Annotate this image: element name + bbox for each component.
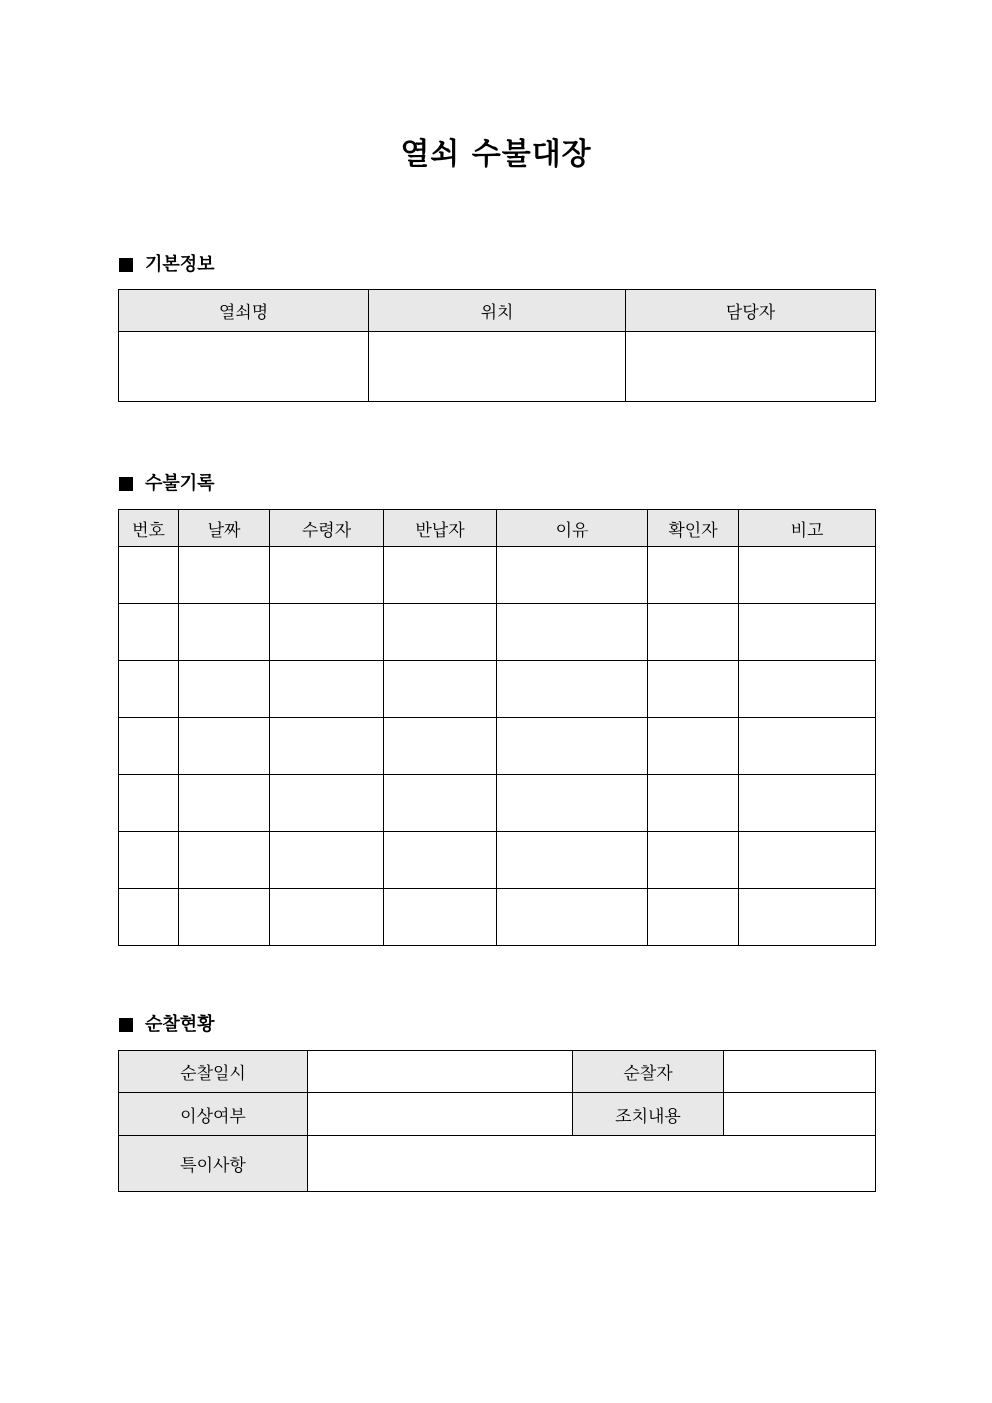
record-cell[interactable] [179, 889, 270, 946]
patrol-row-datetime [119, 1051, 876, 1093]
record-row [119, 889, 876, 946]
column-header-key-name: 열쇠명 [119, 290, 369, 332]
section-heading-label: 순찰현황 [145, 1014, 215, 1035]
record-row [119, 547, 876, 604]
record-row [119, 718, 876, 775]
basic-info-table [118, 289, 876, 402]
column-header-returner: 반납자 [384, 510, 497, 547]
record-cell[interactable] [270, 604, 384, 661]
section-heading-label: 수불기록 [145, 473, 215, 494]
record-cell[interactable] [497, 832, 648, 889]
abnormality-field[interactable] [308, 1093, 573, 1136]
records-header-row [119, 510, 876, 547]
patrol-table [118, 1050, 876, 1192]
record-cell[interactable] [739, 547, 876, 604]
record-cell[interactable] [648, 775, 739, 832]
record-row [119, 832, 876, 889]
column-header-verifier: 확인자 [648, 510, 739, 547]
column-header-receiver: 수령자 [270, 510, 384, 547]
record-cell[interactable] [648, 547, 739, 604]
column-header-note: 비고 [739, 510, 876, 547]
record-cell[interactable] [270, 661, 384, 718]
patrol-datetime-label: 순찰일시 [119, 1051, 308, 1093]
record-cell[interactable] [119, 604, 179, 661]
record-cell[interactable] [497, 547, 648, 604]
record-cell[interactable] [119, 889, 179, 946]
record-cell[interactable] [270, 775, 384, 832]
column-header-date: 날짜 [179, 510, 270, 547]
record-cell[interactable] [384, 604, 497, 661]
square-bullet-icon [119, 258, 133, 272]
patroller-label: 순찰자 [573, 1051, 724, 1093]
key-name-field[interactable] [119, 332, 369, 402]
record-cell[interactable] [648, 661, 739, 718]
record-cell[interactable] [648, 889, 739, 946]
record-row [119, 775, 876, 832]
record-cell[interactable] [384, 718, 497, 775]
square-bullet-icon [119, 1018, 133, 1032]
patrol-row-remarks [119, 1136, 876, 1192]
record-cell[interactable] [270, 832, 384, 889]
column-header-location: 위치 [369, 290, 626, 332]
manager-field[interactable] [626, 332, 876, 402]
remarks-label: 특이사항 [119, 1136, 308, 1192]
abnormality-label: 이상여부 [119, 1093, 308, 1136]
record-cell[interactable] [179, 661, 270, 718]
record-cell[interactable] [179, 832, 270, 889]
record-cell[interactable] [384, 889, 497, 946]
section-heading-basic-info [119, 253, 215, 277]
patrol-row-abnormality [119, 1093, 876, 1136]
record-cell[interactable] [497, 661, 648, 718]
record-cell[interactable] [119, 718, 179, 775]
location-field[interactable] [369, 332, 626, 402]
record-cell[interactable] [497, 718, 648, 775]
record-cell[interactable] [497, 604, 648, 661]
record-cell[interactable] [179, 604, 270, 661]
section-heading-label: 기본정보 [145, 254, 215, 275]
record-cell[interactable] [739, 718, 876, 775]
remarks-field[interactable] [308, 1136, 876, 1192]
basic-info-input-row [119, 332, 876, 402]
basic-info-header-row [119, 290, 876, 332]
record-cell[interactable] [384, 547, 497, 604]
record-cell[interactable] [739, 832, 876, 889]
record-cell[interactable] [119, 547, 179, 604]
patrol-datetime-field[interactable] [308, 1051, 573, 1093]
column-header-reason: 이유 [497, 510, 648, 547]
action-taken-label: 조치내용 [573, 1093, 724, 1136]
record-cell[interactable] [270, 889, 384, 946]
record-cell[interactable] [739, 604, 876, 661]
record-cell[interactable] [384, 832, 497, 889]
page-title: 열쇠 수불대장 [400, 137, 592, 172]
section-heading-patrol [119, 1013, 215, 1037]
patroller-field[interactable] [724, 1051, 876, 1093]
action-taken-field[interactable] [724, 1093, 876, 1136]
column-header-manager: 담당자 [626, 290, 876, 332]
record-cell[interactable] [648, 718, 739, 775]
section-heading-records [119, 472, 215, 496]
record-cell[interactable] [384, 775, 497, 832]
record-cell[interactable] [497, 775, 648, 832]
records-table [118, 509, 876, 946]
record-cell[interactable] [119, 775, 179, 832]
record-cell[interactable] [648, 604, 739, 661]
record-cell[interactable] [739, 889, 876, 946]
record-cell[interactable] [497, 889, 648, 946]
record-cell[interactable] [119, 661, 179, 718]
square-bullet-icon [119, 477, 133, 491]
record-row [119, 661, 876, 718]
record-row [119, 604, 876, 661]
record-cell[interactable] [179, 547, 270, 604]
record-cell[interactable] [270, 718, 384, 775]
column-header-number: 번호 [119, 510, 179, 547]
record-cell[interactable] [179, 718, 270, 775]
record-cell[interactable] [648, 832, 739, 889]
record-cell[interactable] [739, 661, 876, 718]
record-cell[interactable] [270, 547, 384, 604]
record-cell[interactable] [179, 775, 270, 832]
record-cell[interactable] [739, 775, 876, 832]
record-cell[interactable] [384, 661, 497, 718]
record-cell[interactable] [119, 832, 179, 889]
